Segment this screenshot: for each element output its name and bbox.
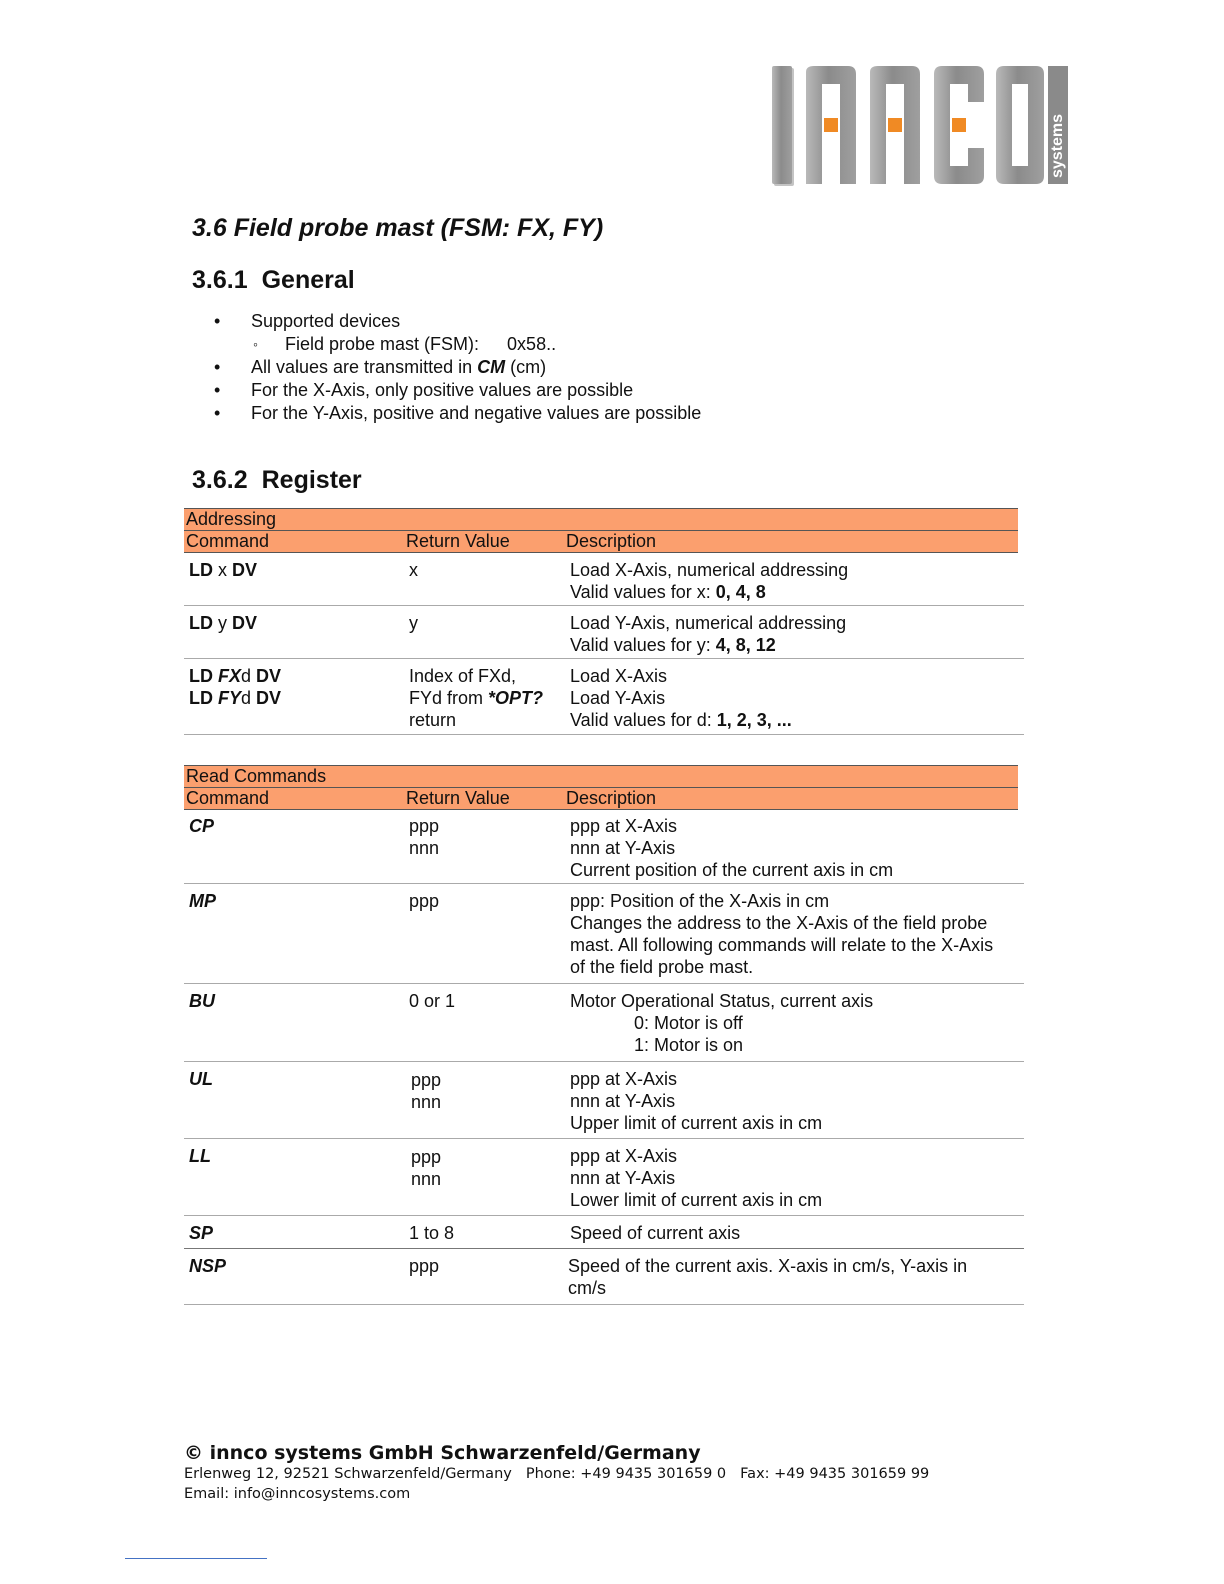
general-heading: 3.6.1 General [192,266,355,294]
table-row: LD y DV y Load Y-Axis, numerical addressing Valid values for y: 4, 8, 12 [184,606,1024,659]
footer-contact-line: Erlenweg 12, 92521 Schwarzenfeld/Germany Phone: +49 9435 301659 0 Fax: +49 9435 301659 99 [184,1466,930,1482]
list-item: ◦ Field probe mast (FSM): 0x58.. [214,333,701,356]
list-item: • All values are transmitted in CM (cm) [214,356,701,379]
footer-title: © innco systems GmbH Schwarzenfeld/Germany [184,1442,701,1464]
list-item: • For the Y-Axis, positive and negative values are possible [214,402,701,425]
table-row: CP ppp nnn ppp at X-Axis nnn at Y-Axis Current position of the current axis in cm [184,810,1024,884]
read-commands-title: Read Commands [184,765,1018,787]
table-row: LD FXd DV LD FYd DV Index of FXd, FYd from *OPT? return Load X-Axis Load Y-Axis Valid values for d: 1, 2, 3, ... [184,659,1024,735]
bottom-rule [125,1558,267,1559]
read-commands-table [184,765,1024,1305]
page-footer [184,1442,929,1504]
footer-email: Email: info@inncosystems.com [184,1486,411,1502]
table-row: NSP ppp Speed of the current axis. X-axis in cm/s, Y-axis in cm/s [184,1249,1024,1305]
register-heading: 3.6.2 Register [192,466,362,494]
addressing-title: Addressing [184,508,1018,530]
table-row: LL ppp nnn ppp at X-Axis nnn at Y-Axis Lower limit of current axis in cm [184,1139,1024,1216]
list-item: • For the X-Axis, only positive values are possible [214,379,701,402]
innco-logo [770,62,1070,190]
table-row: UL ppp nnn ppp at X-Axis nnn at Y-Axis Upper limit of current axis in cm [184,1062,1024,1139]
table-row: MP ppp ppp: Position of the X-Axis in cm Changes the address to the X-Axis of the field probe mast. All following commands will relate to the X-Axis of the field probe mast. [184,884,1024,984]
addressing-table [184,508,1024,735]
general-bullet-list [214,310,701,425]
table-row: SP 1 to 8 Speed of current axis [184,1216,1024,1249]
table-row: LD x DV x Load X-Axis, numerical addressing Valid values for x: 0, 4, 8 [184,553,1024,606]
read-header-row: Command Return Value Description [184,787,1018,810]
logo-systems-text: systems [1049,113,1066,178]
addressing-header-row: Command Return Value Description [184,530,1018,553]
table-row: BU 0 or 1 Motor Operational Status, current axis 0: Motor is off 1: Motor is on [184,984,1024,1062]
list-item: • Supported devices [214,310,701,333]
section-title: 3.6 Field probe mast (FSM: FX, FY) [192,214,604,242]
